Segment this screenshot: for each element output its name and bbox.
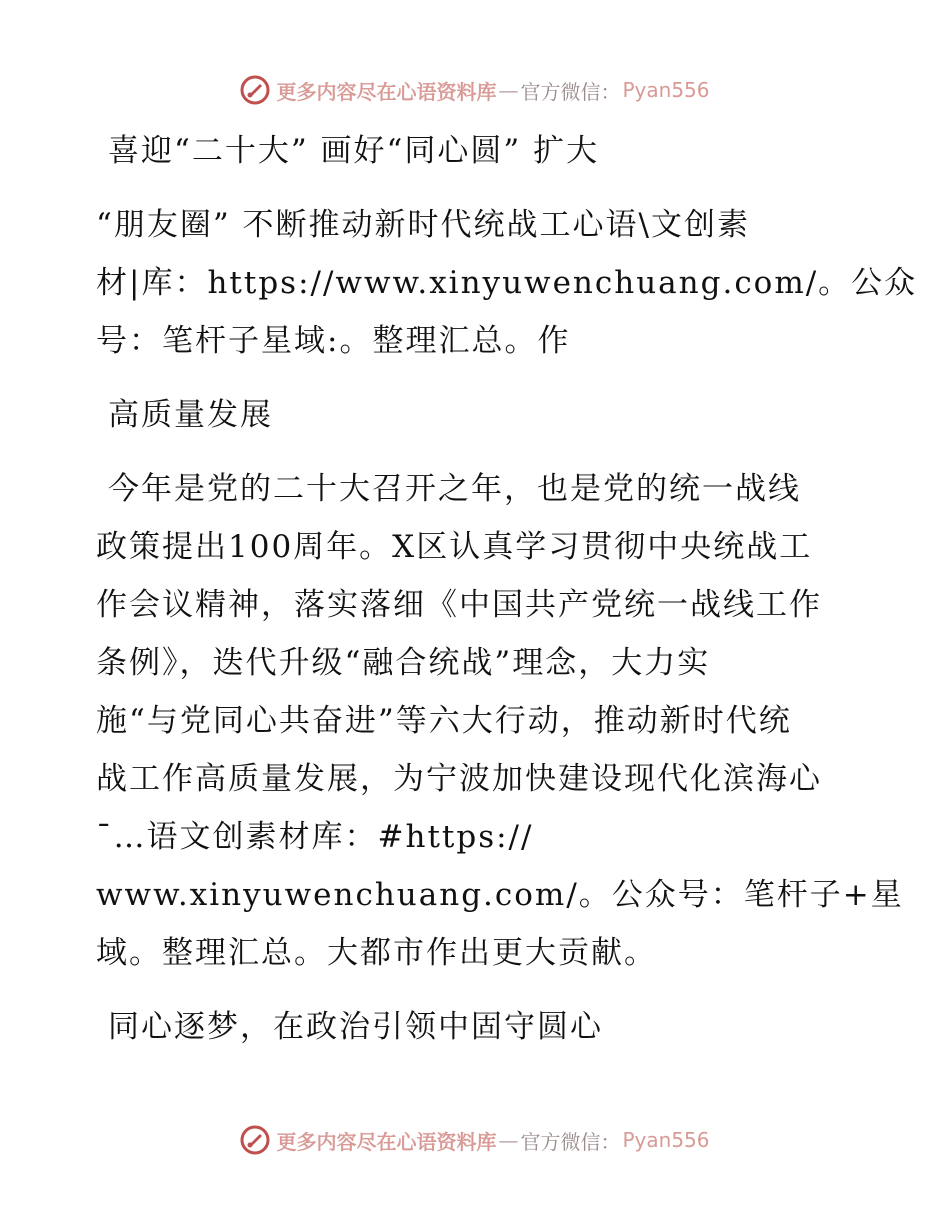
- header-watermark: [0, 70, 950, 110]
- paragraph-line-9: 域。整理汇总。大都市作出更大贡献。: [96, 935, 657, 971]
- watermark-wechat-label: 官方微信：: [520, 79, 621, 104]
- title-line-3: 材|库：https://www.xinyuwenchuang.com/。公众: [96, 265, 918, 301]
- watermark-wechat-id: Pyan556: [622, 78, 710, 102]
- paragraph-line-7: ¯…语文创素材库：#https://: [96, 819, 534, 855]
- paragraph-line-3: 作会议精神，落实落细《中国共产党统一战线工作: [96, 587, 822, 623]
- paragraph-line-6: 战工作高质量发展，为宁波加快建设现代化滨海心: [96, 761, 822, 797]
- title-line-5: 高质量发展: [108, 397, 273, 433]
- title-line-2: “朋友圈” 不断推动新时代统战工心语\文创素: [96, 207, 750, 243]
- paragraph-line-8: www.xinyuwenchuang.com/。公众号：笔杆子+星: [96, 877, 904, 913]
- watermark-separator: —: [498, 1128, 519, 1152]
- title-line-1: 喜迎“二十大” 画好“同心圆” 扩大: [108, 133, 600, 169]
- paragraph-line-4: 条例》，迭代升级“融合统战”理念，大力实: [96, 645, 711, 681]
- watermark-brand: 更多内容尽在心语资料库: [276, 79, 497, 104]
- footer-watermark: [0, 1120, 950, 1160]
- watermark-brand: 更多内容尽在心语资料库: [276, 1129, 497, 1154]
- paragraph-line-2: 政策提出100周年。X区认真学习贯彻中央统战工: [96, 529, 813, 565]
- document-body: [96, 122, 918, 1056]
- title-line-4: 号：笔杆子星域:。整理汇总。作: [96, 323, 571, 359]
- watermark-separator: —: [498, 78, 519, 102]
- watermark-wechat-label: 官方微信：: [520, 1129, 621, 1154]
- section-heading: 同心逐梦，在政治引领中固守圆心: [108, 1009, 603, 1045]
- red-seal-logo-icon: [240, 75, 270, 105]
- paragraph-line-1: 今年是党的二十大召开之年，也是党的统一战线: [108, 471, 801, 507]
- red-seal-logo-icon: [240, 1125, 270, 1155]
- watermark-wechat-id: Pyan556: [622, 1128, 710, 1152]
- paragraph-line-5: 施“与党同心共奋进”等六大行动，推动新时代统: [96, 703, 792, 739]
